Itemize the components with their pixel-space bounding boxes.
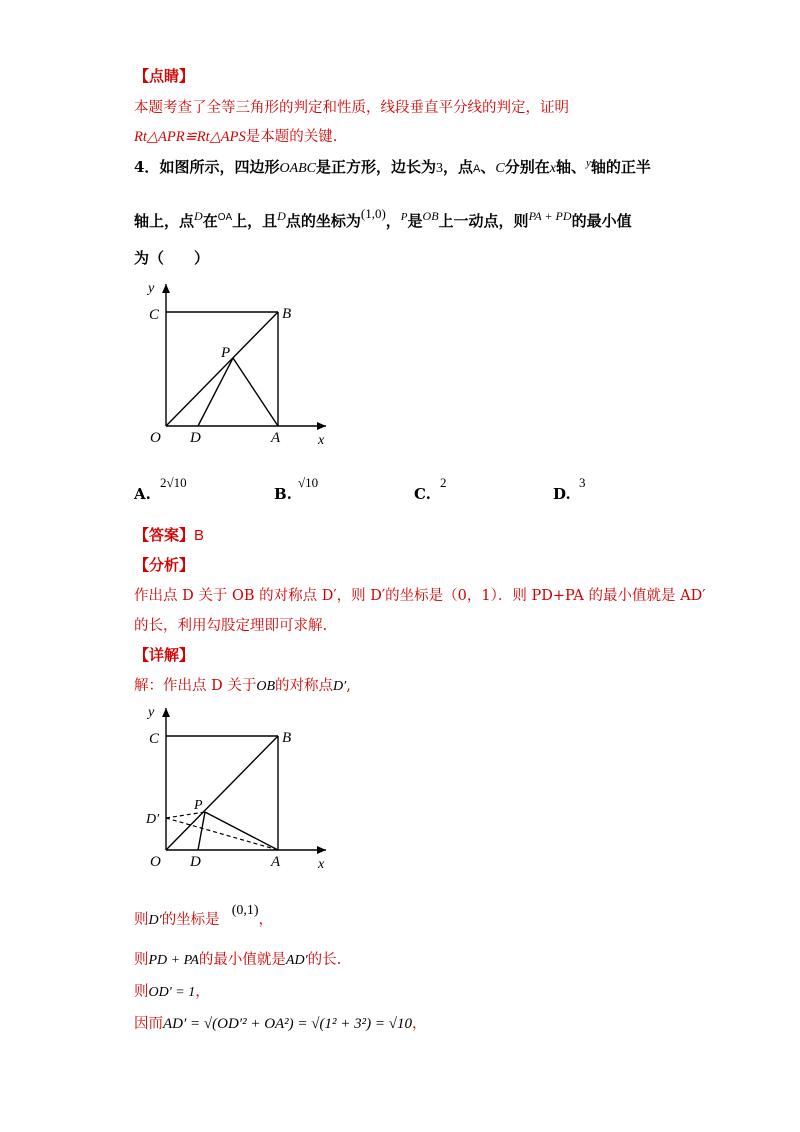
question-line-3: 为（ ） [134, 249, 210, 267]
q-point-p: P [400, 211, 408, 223]
diagonal-ob [166, 736, 278, 850]
q-point-d: D [194, 209, 203, 223]
step-expression: OD′ = 1 [148, 985, 196, 1000]
q-point-a: A [473, 163, 481, 175]
step-4 [134, 1012, 427, 1033]
fenxi-line-2: 的长，利用勾股定理即可求解. [134, 618, 328, 634]
label-a: A [271, 430, 281, 446]
option-a-label: A. [134, 485, 151, 503]
label-b: B [282, 730, 292, 746]
q-text: 、 [480, 158, 496, 176]
dianjing-line-2-text: 是本题的关键. [245, 129, 338, 145]
q-text: 上一动点，则 [438, 212, 529, 230]
option-b-label: B. [274, 485, 292, 503]
step-text: 则 [134, 984, 149, 1000]
q-oa: OA [217, 212, 233, 223]
q-expression: PA + PD [528, 209, 572, 223]
xj-text: , [346, 678, 351, 694]
q-point-c: C [495, 161, 505, 176]
step-text: 因而 [134, 1016, 163, 1032]
label-c: C [149, 307, 160, 323]
step-text: ， [412, 1016, 427, 1032]
label-d: D [190, 430, 201, 446]
q-text: 上，且 [232, 212, 278, 230]
step-dprime: D′ [148, 913, 162, 928]
answer-line [134, 524, 204, 545]
q-text: ， [385, 212, 401, 230]
xiangjie-header: 【详解】 [134, 646, 195, 664]
answer-header: 【答案】 [134, 526, 195, 544]
dianjing-header: 【点睛】 [134, 67, 195, 85]
xj-text: 的对称点 [275, 678, 334, 694]
step-text: 则 [134, 952, 149, 968]
q-side: 3 [436, 161, 444, 176]
q-text: 如图所示，四边形 [159, 158, 280, 176]
q-oabc: OABC [279, 161, 317, 176]
label-y: y [148, 281, 155, 296]
step-text: 则 [134, 912, 149, 928]
step-1 [134, 903, 274, 929]
step-coordinate: (0,1) [231, 903, 259, 918]
label-b: B [282, 306, 292, 322]
figure-1-square-diagram [128, 278, 340, 448]
y-axis-arrow [162, 708, 170, 717]
step-expression: PD + PA [148, 953, 199, 968]
label-x: x [318, 857, 325, 872]
q-text: 点的坐标为 [285, 212, 361, 230]
q-text: 轴的正半 [590, 158, 651, 176]
dianjing-line-2 [134, 125, 337, 146]
congruence-expression: Rt△APR≌Rt△APS [134, 129, 246, 145]
q-text: 的最小值 [571, 212, 632, 230]
xj-text: 解：作出点 D 关于 [134, 678, 257, 694]
label-c: C [149, 731, 160, 747]
q-text: 轴上，点 [134, 212, 195, 230]
label-a: A [271, 854, 281, 870]
label-o: O [150, 430, 161, 446]
step-text: 的长. [307, 952, 342, 968]
answer-value: B [194, 527, 205, 544]
step-text: 的最小值就是 [198, 952, 286, 968]
q-text: ，点 [443, 158, 474, 176]
x-axis-arrow [317, 422, 326, 430]
q-d-coordinate: (1,0) [360, 206, 386, 221]
step-3 [134, 980, 210, 1001]
question-line-1 [134, 156, 651, 177]
option-d-value: 3 [579, 475, 586, 490]
option-c-label: C. [414, 485, 431, 503]
dashed-dprime-a [166, 818, 278, 850]
label-dprime: D′ [146, 812, 160, 827]
xiangjie-line-1 [134, 674, 351, 695]
question-line-2 [134, 206, 632, 231]
segment-pa [233, 358, 278, 426]
q-text: 分别在 [504, 158, 550, 176]
q-text: 在 [202, 212, 218, 230]
option-b-value: √10 [298, 475, 319, 490]
segment-pd [198, 812, 205, 850]
y-axis-arrow [162, 284, 170, 293]
question-number: 4． [134, 158, 160, 176]
xj-dprime: D′ [333, 679, 347, 694]
label-p: P [221, 345, 231, 361]
label-d: D [190, 854, 201, 870]
q-y-axis: y [586, 157, 591, 169]
step-text: ， [258, 912, 274, 928]
x-axis-arrow [317, 846, 326, 854]
label-o: O [150, 854, 161, 870]
dianjing-line-1: 本题考查了全等三角形的判定和性质，线段垂直平分线的判定，证明 [134, 100, 569, 116]
xj-ob: OB [256, 679, 276, 694]
option-d-label: D. [553, 485, 571, 503]
q-x-axis: x [549, 161, 556, 176]
step-text: ， [195, 984, 210, 1000]
q-text: 是 [407, 212, 423, 230]
label-p: P [194, 798, 203, 813]
q-text: 是正方形，边长为 [316, 158, 437, 176]
segment-pd [198, 358, 233, 426]
q-ob: OB [422, 209, 439, 223]
q-text: 轴、 [555, 158, 586, 176]
q-point-d: D [277, 209, 286, 223]
diagonal-ob [166, 312, 278, 426]
option-a-value: 2√10 [160, 475, 187, 490]
step-2 [134, 948, 341, 969]
figure-2-reflection-diagram [128, 702, 340, 872]
step-text: 的坐标是 [161, 912, 220, 928]
step-ad: AD′ [285, 953, 308, 968]
label-y: y [148, 705, 155, 720]
option-c-value: 2 [440, 475, 447, 490]
step-expression: AD′ = √(OD′² + OA²) = √(1² + 3²) = √10 [163, 1016, 412, 1032]
fenxi-header: 【分析】 [134, 556, 195, 574]
label-x: x [318, 433, 325, 448]
segment-pa [205, 812, 278, 850]
fenxi-line-1: 作出点 D 关于 OB 的对称点 D′，则 D′的坐标是（0，1）．则 PD+PA 的最小值就是 AD′ [134, 588, 706, 604]
